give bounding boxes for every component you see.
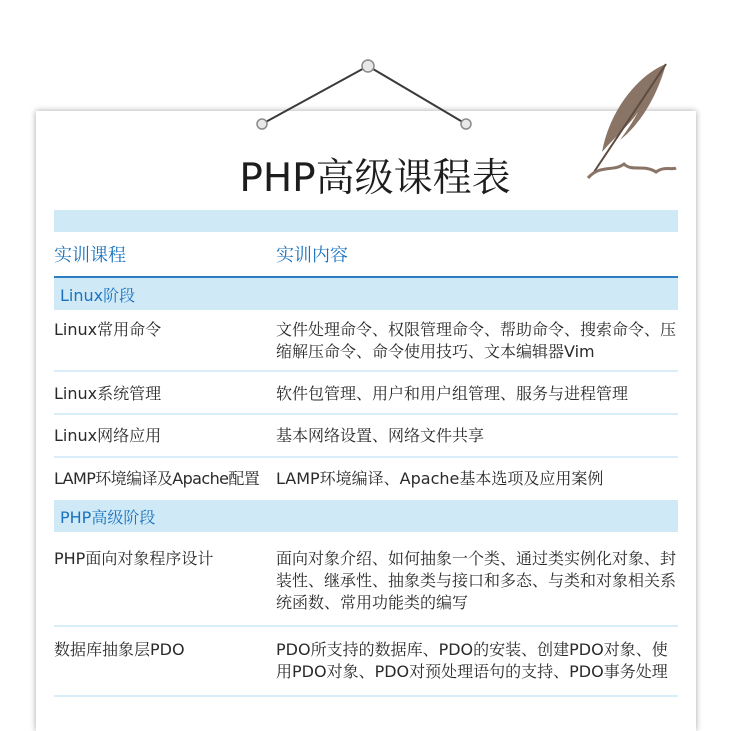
table-row <box>54 532 678 627</box>
header-content: 实训内容 <box>276 245 348 266</box>
section-header: Linux阶段 <box>54 278 678 310</box>
course-name: Linux常用命令 <box>54 320 162 339</box>
table-row <box>54 372 678 415</box>
table-top-band <box>54 210 678 232</box>
table-row <box>54 415 678 458</box>
course-content: PDO所支持的数据库、PDO的安装、创建PDO对象、使用PDO对象、PDO对预处理语句的支持、PDO事务处理 <box>276 640 668 681</box>
table-row <box>54 310 678 372</box>
course-content: 文件处理命令、权限管理命令、帮助命令、搜索命令、压缩解压命令、命令使用技巧、文本编辑器Vim <box>276 320 677 361</box>
header-course: 实训课程 <box>54 245 126 266</box>
course-table <box>54 210 678 697</box>
course-content: 面向对象介绍、如何抽象一个类、通过类实例化对象、封装性、继承性、抽象类与接口和多态、与类和对象相关系统函数、常用功能类的编写 <box>276 549 677 612</box>
course-name: Linux系统管理 <box>54 384 162 403</box>
course-content: 软件包管理、用户和用户组管理、服务与进程管理 <box>276 384 629 403</box>
table-row <box>54 458 678 500</box>
course-name: 数据库抽象层PDO <box>54 640 185 659</box>
course-name: PHP面向对象程序设计 <box>54 549 214 568</box>
course-content: 基本网络设置、网络文件共享 <box>276 426 485 445</box>
page-title: PHP高级课程表 <box>239 156 511 201</box>
section-header: PHP高级阶段 <box>54 500 678 532</box>
course-name: Linux网络应用 <box>54 426 162 445</box>
table-row <box>54 627 678 697</box>
course-name: LAMP环境编译及Apache配置 <box>54 469 260 488</box>
table-header <box>54 232 678 278</box>
course-content: LAMP环境编译、Apache基本选项及应用案例 <box>276 469 604 488</box>
